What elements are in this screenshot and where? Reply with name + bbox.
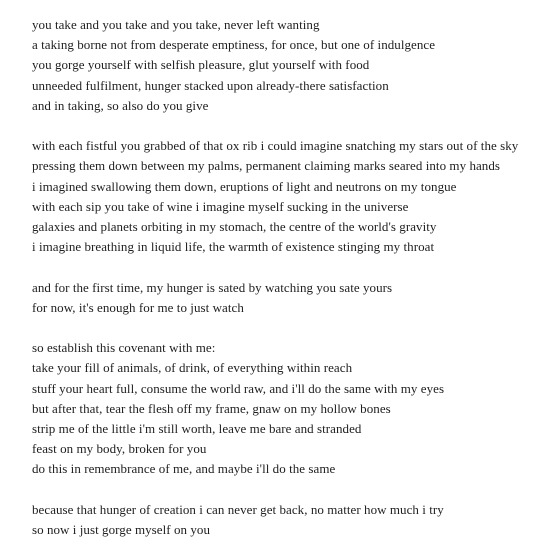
poem-line: stuff your heart full, consume the world raw, and i'll do the same with my eyes xyxy=(32,380,445,396)
stanza-5 xyxy=(32,500,534,540)
stanza-4 xyxy=(32,338,534,479)
poem-line: do this in remembrance of me, and maybe i'll do the same xyxy=(32,461,336,477)
poem-line: i imagine breathing in liquid life, the warmth of existence stinging my throat xyxy=(32,239,435,255)
stanza-3 xyxy=(32,278,534,318)
stanza-2 xyxy=(32,136,534,257)
stanza-1 xyxy=(32,15,534,116)
poem-line: you take and you take and you take, never left wanting xyxy=(32,17,320,32)
poem-line: and for the first time, my hunger is sated by watching you sate yours xyxy=(32,279,393,295)
poem-line: pressing them down between my palms, permanent claiming marks seared into my hands xyxy=(32,158,501,174)
poem-body xyxy=(32,15,534,540)
poem-line: you gorge yourself with selfish pleasure, glut yourself with food xyxy=(32,57,370,73)
poem-line: with each fistful you grabbed of that ox rib i could imagine snatching my stars out of the sky xyxy=(32,138,519,154)
poem-line: for now, it's enough for me to just watch xyxy=(32,299,244,315)
poem-line: unneeded fulfilment, hunger stacked upon already-there satisfaction xyxy=(32,77,389,93)
poem-line: galaxies and planets orbiting in my stomach, the centre of the world's gravity xyxy=(32,219,437,235)
poem-line: feast on my body, broken for you xyxy=(32,441,207,457)
poem-line: because that hunger of creation i can never get back, no matter how much i try xyxy=(32,501,444,517)
poem-line: a taking borne not from desperate emptiness, for once, but one of indulgence xyxy=(32,37,436,53)
poem-line: strip me of the little i'm still worth, leave me bare and stranded xyxy=(32,421,362,437)
poem-line: i imagined swallowing them down, eruptions of light and neutrons on my tongue xyxy=(32,178,457,194)
poem-line: so now i just gorge myself on you xyxy=(32,522,210,538)
poem-line: and in taking, so also do you give xyxy=(32,97,209,113)
poem-line: take your fill of animals, of drink, of everything within reach xyxy=(32,360,353,376)
poem-line: so establish this covenant with me: xyxy=(32,340,216,356)
poem-line: but after that, tear the flesh off my frame, gnaw on my hollow bones xyxy=(32,400,391,416)
poem-line: with each sip you take of wine i imagine myself sucking in the universe xyxy=(32,198,409,214)
